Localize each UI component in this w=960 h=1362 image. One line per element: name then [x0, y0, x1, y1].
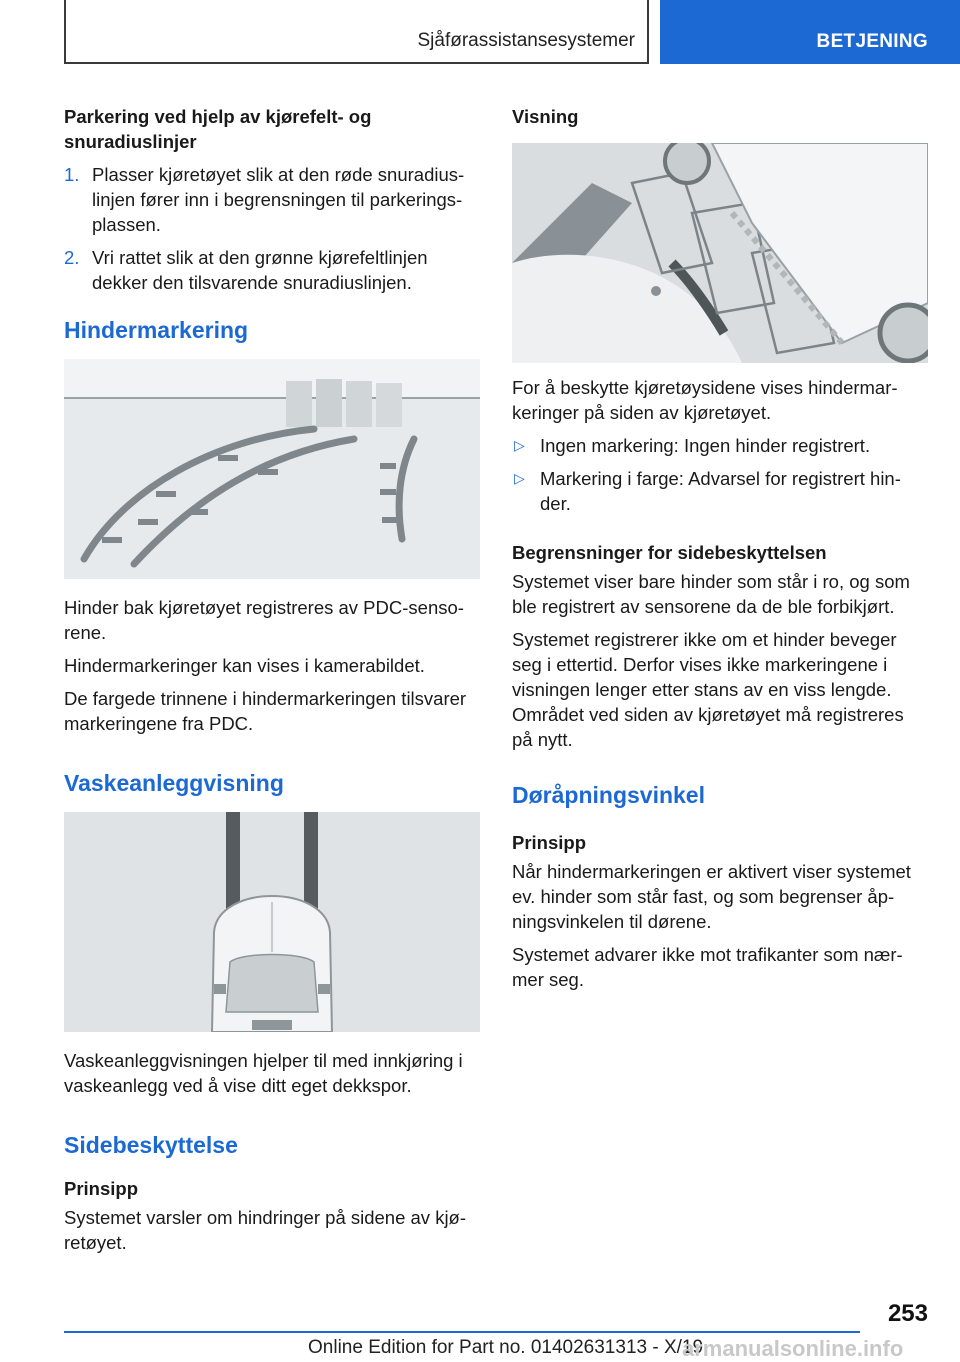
steps-list	[64, 162, 480, 295]
heading-begrensninger: Begrensninger for sidebeskyttelsen	[512, 542, 827, 563]
step-number: 1.	[64, 164, 80, 185]
step-number: 2.	[64, 247, 80, 268]
car-wash-figure	[64, 812, 480, 1032]
heading-sidebeskyttelse: Sidebeskyttelse	[64, 1132, 238, 1158]
triangle-right-icon: ▷	[514, 437, 525, 453]
edition-text: Online Edition for Part no. 01402631313 - X/19	[308, 1337, 704, 1358]
header-chapter-box	[64, 0, 649, 64]
vaske-paragraph-1: Vaskeanleggvisningen hjelper til med innkjøring i vaskeanlegg ved å vise ditt eget dekkspor.	[64, 1050, 463, 1096]
chapter-title: Sjåførassistansesystemer	[417, 30, 635, 51]
heading-parkering: Parkering ved hjelp av kjørefelt- og snuradiuslinjer	[64, 106, 372, 152]
begr-paragraph-2: Systemet registrerer ikke om et hinder beveger seg i ettertid. Derfor vises ikke markeringene i visningen lenger etter stans av en viss lengde. Området ved siden av kjøretøyet må registreres på nytt.	[512, 629, 904, 750]
watermark-text: armanualsonline.info	[682, 1336, 904, 1361]
footer-divider	[64, 1331, 860, 1333]
visning-paragraph-1: For å beskytte kjøretøysidene vises hindermar-keringer på siden av kjøretøyet.	[512, 377, 898, 423]
dor-paragraph-2: Systemet advarer ikke mot trafikanter som nær-mer seg.	[512, 944, 903, 990]
side-paragraph-1: Systemet varsler om hindringer på sidene av kjø-retøyet.	[64, 1207, 467, 1253]
page-number: 253	[887, 1300, 928, 1327]
marking-bullet-list	[512, 433, 928, 516]
side-protection-figure	[512, 143, 928, 363]
dor-paragraph-1: Når hindermarkeringen er aktivert viser systemet ev. hinder som står fast, og som begrenser åp-ningsvinkelen til dørene.	[512, 861, 911, 932]
section-title: BETJENING	[816, 31, 928, 52]
step-item	[64, 245, 480, 295]
header-section-tab	[660, 0, 960, 64]
obstacle-marking-figure	[64, 359, 480, 579]
right-column	[512, 104, 928, 1000]
heading-visning: Visning	[512, 106, 579, 127]
heading-prinsipp-left: Prinsipp	[64, 1178, 139, 1199]
step-text: Plasser kjøretøyet slik at den røde snuradius-linjen fører inn i begrensningen til parkerings-plassen.	[92, 164, 465, 235]
hinder-paragraph-3: De fargede trinnene i hindermarkeringen tilsvarer markeringene fra PDC.	[64, 688, 467, 734]
hinder-paragraph-2: Hindermarkeringer kan vises i kamerabildet.	[64, 655, 425, 676]
hinder-paragraph-1: Hinder bak kjøretøyet registreres av PDC-senso-rene.	[64, 597, 464, 643]
bullet-text: Markering i farge: Advarsel for registrert hin-der.	[540, 468, 901, 514]
bullet-text: Ingen markering: Ingen hinder registrert.	[540, 435, 871, 456]
heading-doraapningsvinkel: Døråpningsvinkel	[512, 782, 705, 808]
triangle-right-icon: ▷	[514, 470, 525, 486]
heading-prinsipp-right: Prinsipp	[512, 832, 587, 853]
step-item	[64, 162, 480, 237]
begr-paragraph-1: Systemet viser bare hinder som står i ro, og som ble registrert av sensorene da de ble forbikjørt.	[512, 571, 910, 617]
heading-vaskeanlegg: Vaskeanleggvisning	[64, 770, 284, 796]
bullet-item	[512, 433, 928, 458]
heading-hindermarkering: Hindermarkering	[64, 317, 249, 343]
left-column	[64, 104, 480, 1263]
step-text: Vri rattet slik at den grønne kjørefeltlinjen dekker den tilsvarende snuradiuslinjen.	[92, 247, 428, 293]
bullet-item	[512, 466, 928, 516]
